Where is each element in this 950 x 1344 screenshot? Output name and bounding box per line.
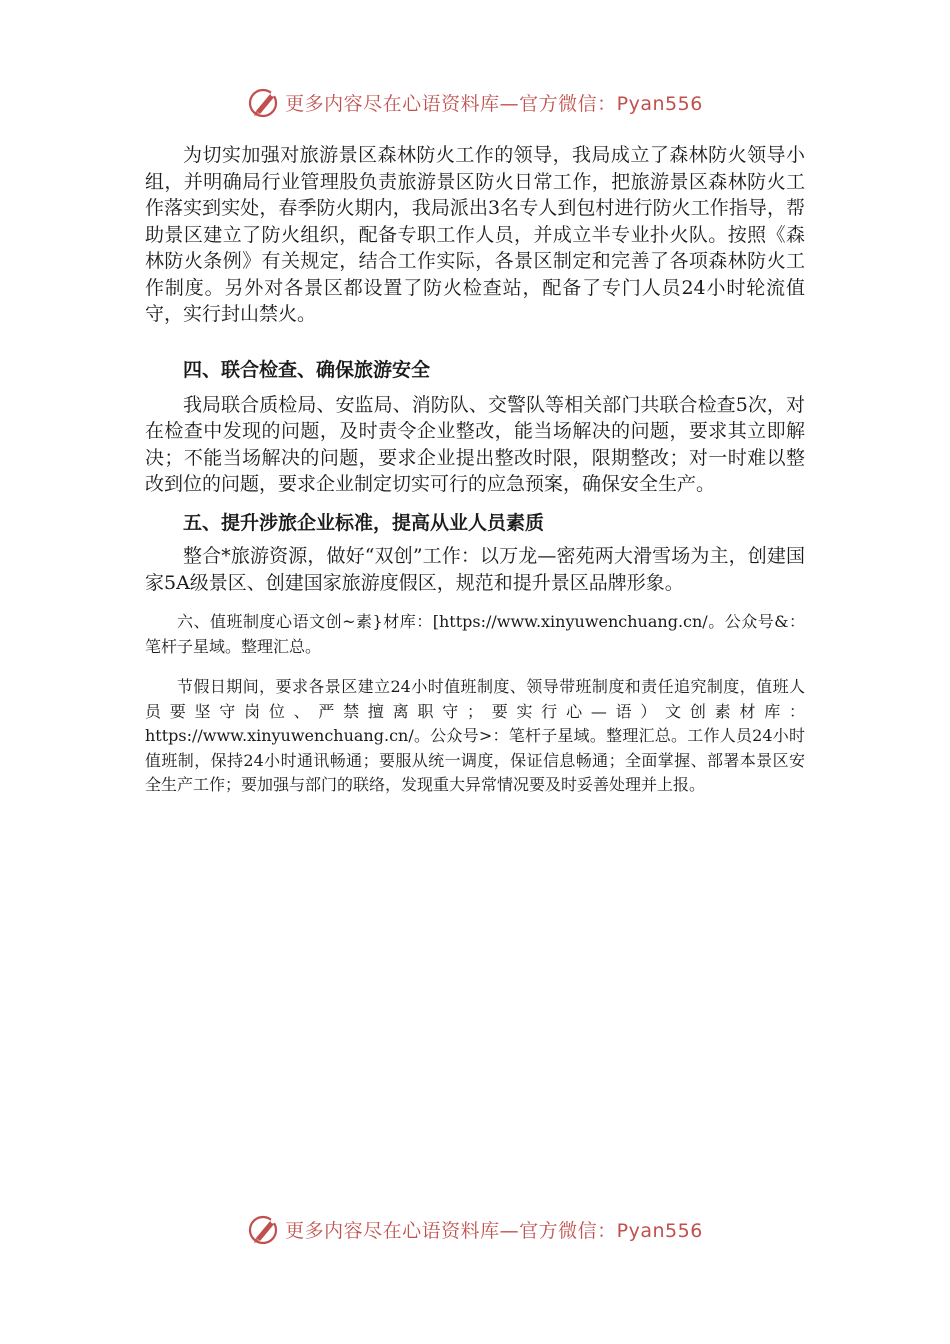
paragraph-duty-system-title: 六、值班制度心语文创~素}材库：[https://www.xinyuwenchuang.cn/。公众号&：笔杆子星域。整理汇总。 [145, 612, 805, 656]
section-heading-5: 五、提升涉旅企业标准，提高从业人员素质 [183, 511, 545, 534]
paragraph-duty-system: 节假日期间，要求各景区建立24小时值班制度、领导带班制度和责任追究制度，值班人员要坚守岗位、严禁擅离职守；要实行心—语）文创素材库：https://www.xinyuwenchuang.cn/。公众号>：笔杆子星域。整理汇总。工作人员24小时值班制，保持24小时通讯畅通；要服从统一调度，保证信息畅通；全面掌握、部署本景区安全生产工作；要加强与部门的联络，发现重大异常情况要及时妥善处理并上报。 [145, 677, 805, 794]
footer-banner [0, 1207, 950, 1251]
paragraph-standards: 整合*旅游资源，做好“双创”工作：以万龙—密苑两大滑雪场为主，创建国家5A级景区、创建国家旅游度假区，规范和提升景区品牌形象。 [145, 545, 805, 594]
paragraph-fire-prevention: 为切实加强对旅游景区森林防火工作的领导，我局成立了森林防火领导小组，并明确局行业管理股负责旅游景区防火日常工作，把旅游景区森林防火工作落实到实处，春季防火期内，我局派出3名专人到包村进行防火工作指导，帮助景区建立了防火组织，配备专职工作人员，并成立半专业扑火队。按照《森林防火条例》有关规定，结合工作实际，各景区制定和完善了各项森林防火工作制度。另外对各景区都设置了防火检查站，配备了专门人员24小时轮流值守，实行封山禁火。 [145, 144, 805, 325]
section-heading-4: 四、联合检查、确保旅游安全 [183, 359, 431, 381]
pen-logo-icon [247, 85, 281, 119]
footer-banner-text: 更多内容尽在心语资料库—官方微信：Pyan556 [285, 1219, 703, 1242]
pen-logo-icon [247, 1212, 281, 1246]
paragraph-joint-inspection: 我局联合质检局、安监局、消防队、交警队等相关部门共联合检查5次，对在检查中发现的问题，及时责令企业整改，能当场解决的问题，要求其立即解决；不能当场解决的问题，要求企业提出整改时限，限期整改；对一时难以整改到位的问题，要求企业制定切实可行的应急预案，确保安全生产。 [145, 393, 805, 495]
header-banner-text: 更多内容尽在心语资料库—官方微信：Pyan556 [285, 92, 703, 115]
document-body [145, 142, 805, 798]
header-banner [0, 80, 950, 124]
